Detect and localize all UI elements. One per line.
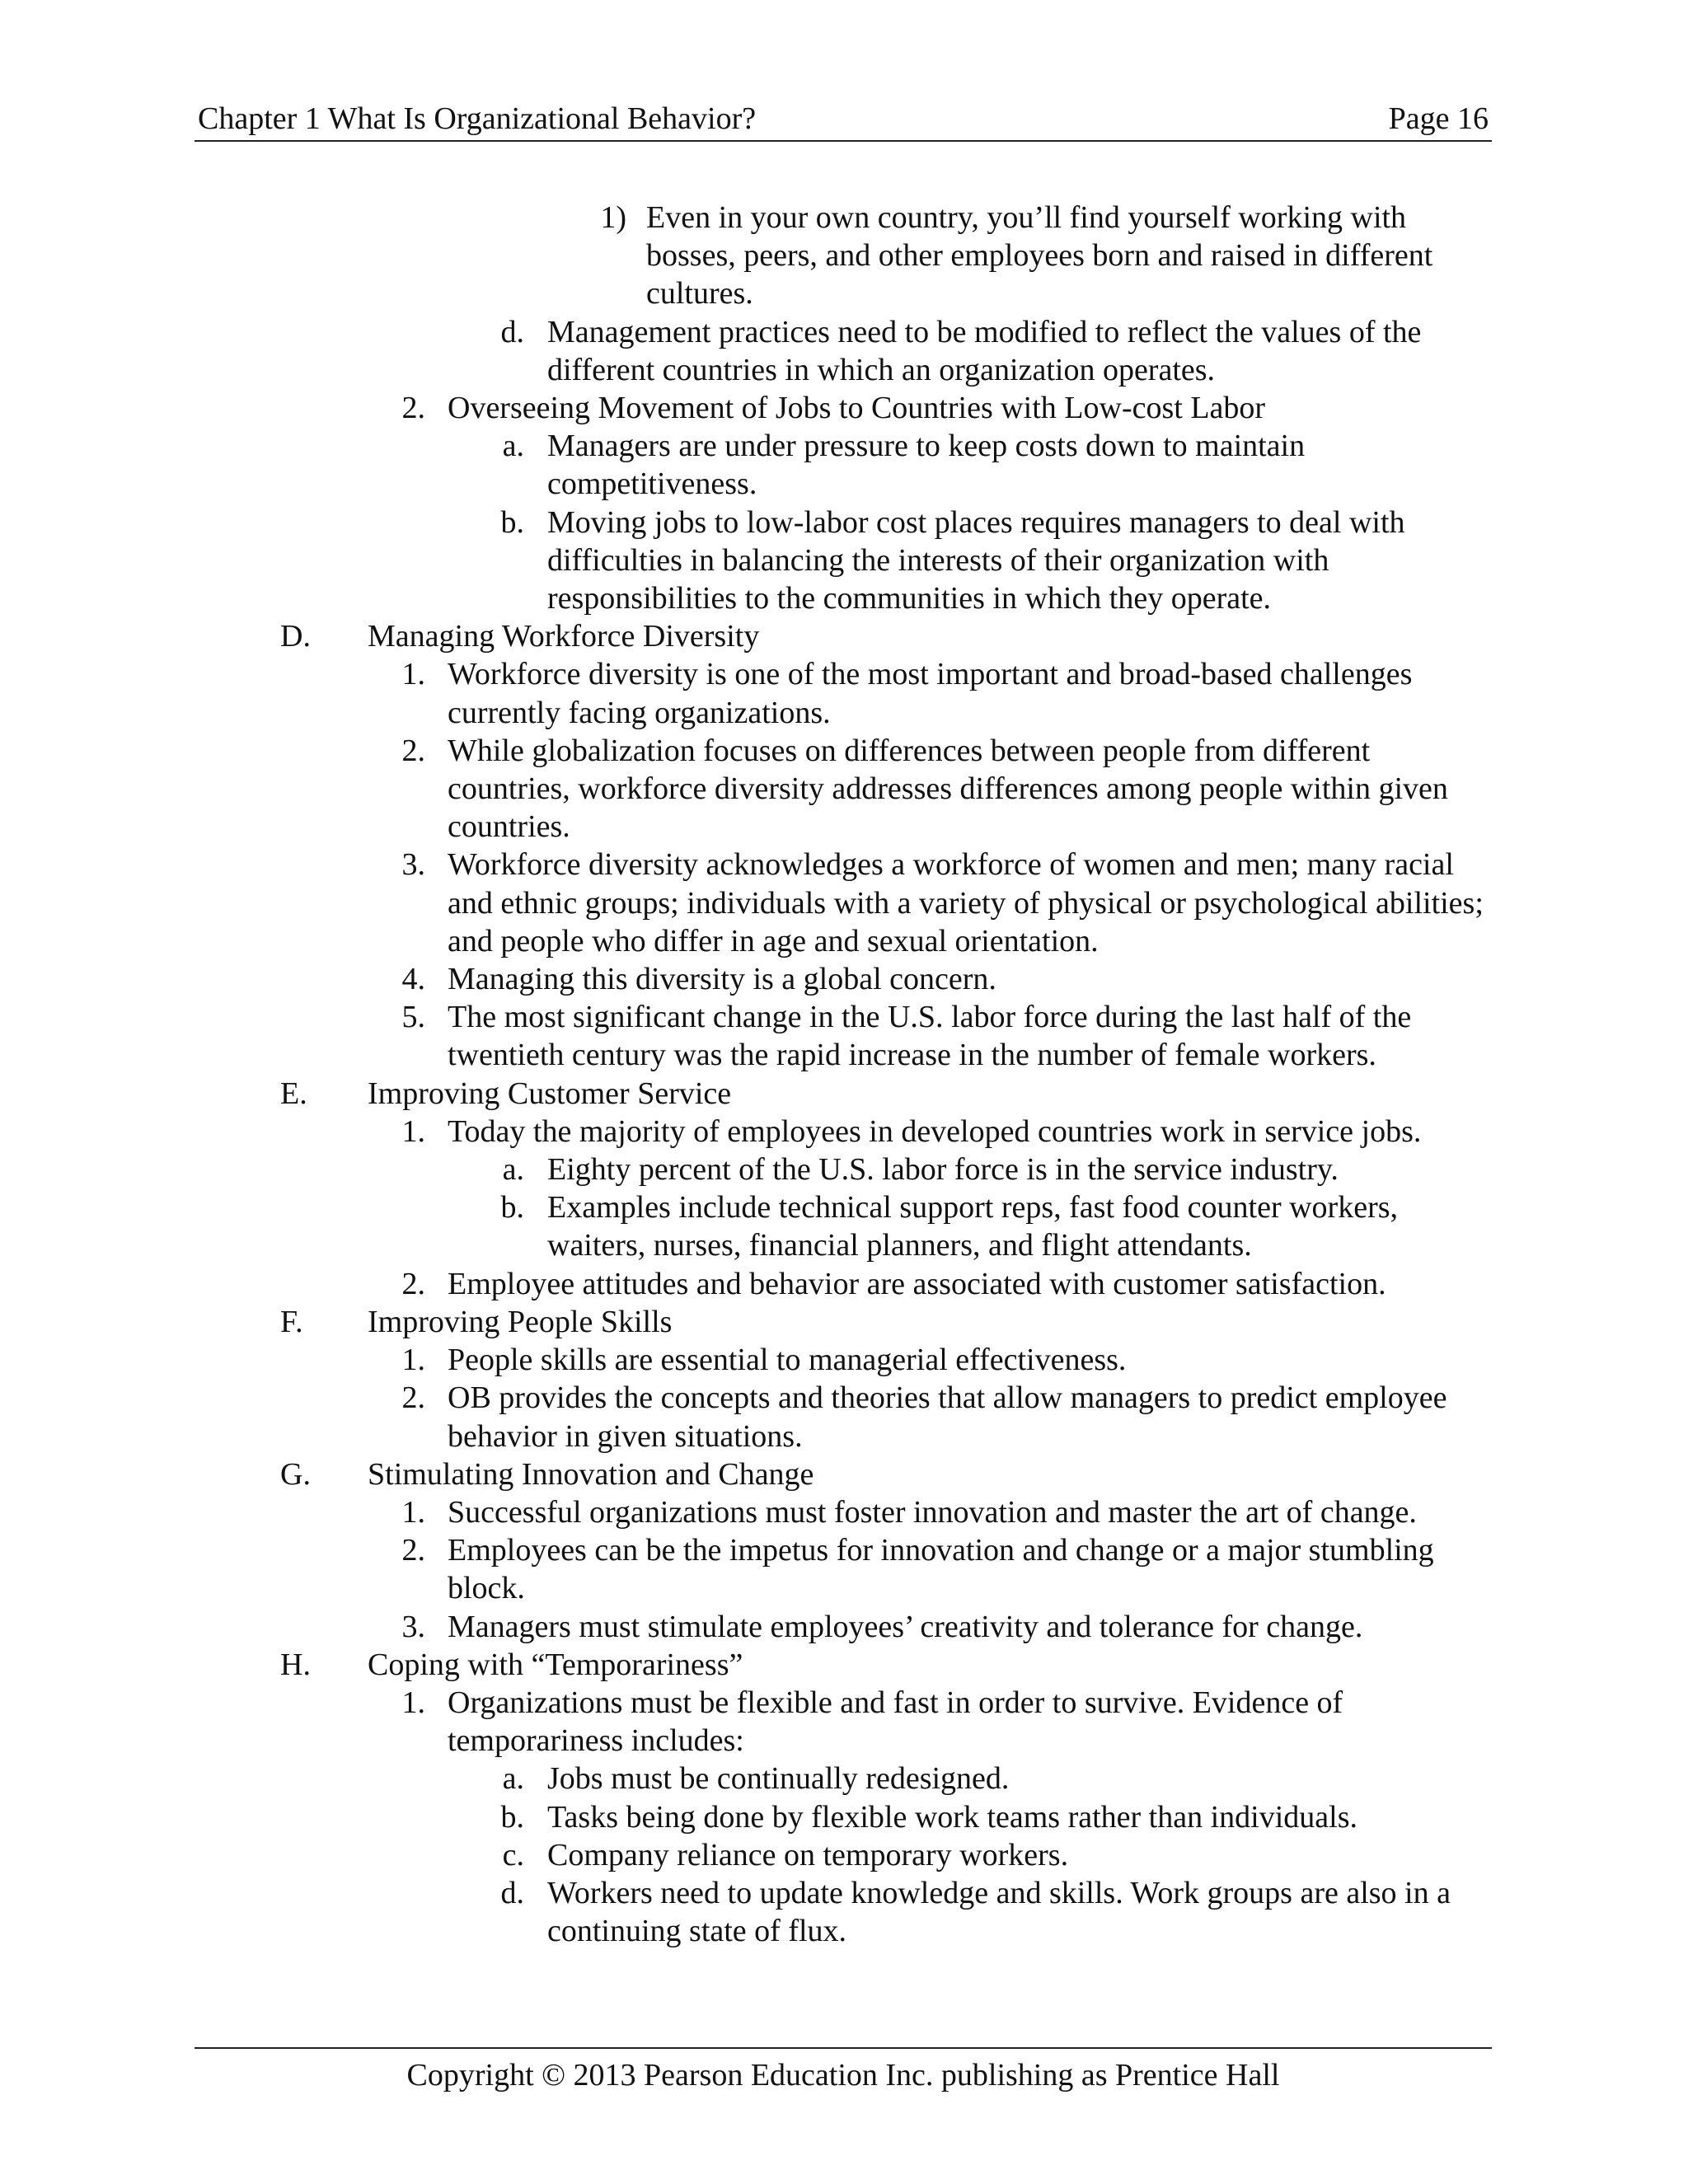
- outline-item: [0, 1379, 1688, 1455]
- outline-marker: d.: [500, 314, 524, 349]
- outline-marker: 3.: [401, 847, 425, 883]
- outline-text: Tasks being done by flexible work teams rather than individuals.: [547, 1799, 1357, 1835]
- outline-item: [0, 1760, 1688, 1797]
- outline-item: [0, 1608, 1688, 1646]
- outline-marker: 2.: [401, 1380, 425, 1416]
- outline-marker: a.: [502, 1152, 524, 1188]
- outline-text: Managing this diversity is a global concern.: [448, 962, 996, 997]
- outline-body: [0, 199, 1688, 1950]
- outline-text: Even in your own country, you’ll find yourself working with bosses, peers, and other employees born and raised in different cultures.: [646, 200, 1433, 312]
- chapter-title: Chapter 1 What Is Organizational Behavior?: [198, 101, 757, 136]
- outline-text: Managers are under pressure to keep costs down to maintain competitiveness.: [547, 429, 1306, 502]
- outline-text: Managers must stimulate employees’ creativity and tolerance for change.: [448, 1609, 1363, 1644]
- outline-item: [0, 1455, 1688, 1493]
- outline-text: Overseeing Movement of Jobs to Countries with Low-cost Labor: [448, 391, 1266, 426]
- outline-item: [0, 732, 1688, 846]
- outline-marker: 5.: [401, 1000, 425, 1035]
- outline-marker: b.: [500, 1799, 524, 1835]
- outline-marker: 2.: [401, 1533, 425, 1568]
- outline-marker: 1): [600, 200, 626, 235]
- outline-text: Improving People Skills: [368, 1304, 673, 1339]
- outline-item: [0, 1265, 1688, 1303]
- outline-marker: 2.: [401, 733, 425, 768]
- outline-marker: b.: [500, 1190, 524, 1226]
- outline-item: [0, 1874, 1688, 1950]
- page-number: Page 16: [1388, 101, 1489, 136]
- outline-text: Management practices need to be modified to reflect the values of the different countries in which an organization operates.: [547, 314, 1422, 387]
- outline-marker: b.: [500, 504, 524, 540]
- outline-text: Improving Customer Service: [368, 1076, 732, 1111]
- outline-marker: d.: [500, 1875, 524, 1910]
- outline-item: [0, 1684, 1688, 1760]
- outline-item: [0, 1075, 1688, 1113]
- outline-marker: 1.: [401, 1685, 425, 1720]
- outline-marker: F.: [280, 1304, 303, 1339]
- outline-marker: 1.: [401, 1494, 425, 1530]
- outline-marker: E.: [280, 1076, 307, 1111]
- outline-item: [0, 1341, 1688, 1379]
- outline-item: [0, 1493, 1688, 1531]
- outline-text: People skills are essential to managerial effectiveness.: [448, 1343, 1127, 1378]
- outline-item: [0, 998, 1688, 1074]
- outline-marker: a.: [502, 1761, 524, 1797]
- outline-marker: D.: [280, 619, 311, 654]
- outline-text: Coping with “Temporariness”: [368, 1647, 743, 1682]
- outline-item: [0, 1798, 1688, 1836]
- outline-text: Examples include technical support reps, fast food counter workers, waiters, nurses, financial planners, and flight attendants.: [547, 1190, 1399, 1263]
- outline-marker: G.: [280, 1456, 311, 1492]
- outline-text: Moving jobs to low-labor cost places requires managers to deal with difficulties in balancing the interests of their organization with responsibilities to the communities in which they operate.: [547, 504, 1405, 616]
- outline-item: [0, 389, 1688, 427]
- outline-item: [0, 1151, 1688, 1188]
- outline-text: Managing Workforce Diversity: [368, 619, 760, 654]
- outline-item: [0, 1836, 1688, 1874]
- copyright-notice: Copyright © 2013 Pearson Education Inc. publishing as Prentice Hall: [406, 2058, 1280, 2093]
- outline-marker: 3.: [401, 1609, 425, 1644]
- outline-item: [0, 427, 1688, 503]
- outline-text: Company reliance on temporary workers.: [547, 1837, 1069, 1872]
- outline-item: [0, 313, 1688, 389]
- outline-marker: 1.: [401, 657, 425, 692]
- outline-item: [0, 617, 1688, 655]
- outline-text: Today the majority of employees in developed countries work in service jobs.: [448, 1113, 1422, 1149]
- outline-text: Workers need to update knowledge and skills. Work groups are also in a continuing state of flux.: [547, 1875, 1451, 1949]
- outline-item: [0, 1188, 1688, 1264]
- outline-item: [0, 199, 1688, 313]
- page-header: [195, 97, 1492, 142]
- outline-marker: 4.: [401, 962, 425, 997]
- outline-text: The most significant change in the U.S. labor force during the last half of the twentieth century was the rapid increase in the number of female workers.: [448, 1000, 1412, 1073]
- outline-marker: H.: [280, 1647, 311, 1682]
- outline-marker: 2.: [401, 1266, 425, 1301]
- outline-text: Workforce diversity acknowledges a workforce of women and men; many racial and ethnic groups; individuals with a variety of physical or psychological abilities; and people who differ in age and sexual orientation.: [448, 847, 1484, 958]
- outline-text: Workforce diversity is one of the most important and broad-based challenges currently facing organizations.: [448, 657, 1413, 730]
- outline-item: [0, 1531, 1688, 1607]
- outline-text: Successful organizations must foster innovation and master the art of change.: [448, 1494, 1417, 1530]
- outline-text: OB provides the concepts and theories that allow managers to predict employee behavior in given situations.: [448, 1380, 1447, 1454]
- outline-text: Employee attitudes and behavior are associated with customer satisfaction.: [448, 1266, 1386, 1301]
- outline-item: [0, 960, 1688, 998]
- outline-text: Organizations must be flexible and fast in order to survive. Evidence of temporariness includes:: [448, 1685, 1343, 1759]
- outline-item: [0, 504, 1688, 618]
- outline-marker: 2.: [401, 391, 425, 426]
- outline-text: Jobs must be continually redesigned.: [547, 1761, 1010, 1797]
- outline-item: [0, 1113, 1688, 1151]
- outline-item: [0, 1646, 1688, 1684]
- page-footer: [195, 2047, 1492, 2095]
- outline-item: [0, 846, 1688, 960]
- outline-text: Eighty percent of the U.S. labor force is in the service industry.: [547, 1152, 1339, 1188]
- outline-text: While globalization focuses on differences between people from different countries, workforce diversity addresses differences among people within given countries.: [448, 733, 1448, 845]
- outline-item: [0, 1303, 1688, 1341]
- outline-marker: 1.: [401, 1343, 425, 1378]
- outline-marker: a.: [502, 429, 524, 464]
- outline-text: Employees can be the impetus for innovation and change or a major stumbling block.: [448, 1533, 1434, 1606]
- outline-marker: 1.: [401, 1113, 425, 1149]
- outline-marker: c.: [502, 1837, 524, 1872]
- outline-text: Stimulating Innovation and Change: [368, 1456, 814, 1492]
- outline-item: [0, 655, 1688, 731]
